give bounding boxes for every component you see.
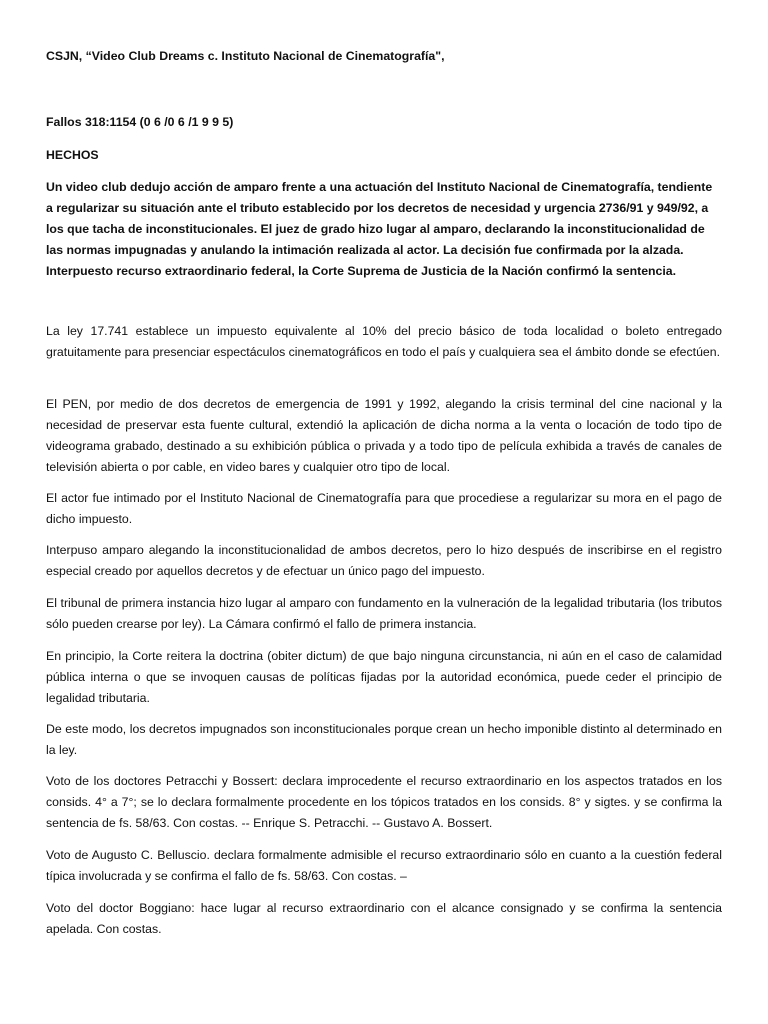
paragraph-actor-intimado: El actor fue intimado por el Instituto Nacional de Cinematografía para que procediese a regularizar su mora en el pago de dicho impuesto. — [46, 491, 722, 526]
paragraph-voto-boggiano: Voto del doctor Boggiano: hace lugar al recurso extraordinario con el alcance consignado y se confirma la sentencia apelada. Con costas. — [46, 901, 722, 936]
case-citation: Fallos 318:1154 (0 6 /0 6 /1 9 9 5) — [46, 115, 234, 129]
section-heading-hechos: HECHOS — [46, 148, 99, 162]
paragraph-ley-17741: La ley 17.741 establece un impuesto equivalente al 10% del precio básico de toda localidad o boleto entregado gratuitamente para presenciar espectáculos cinematográficos en todo el país y cualquiera sea el ámbito donde se efectúen. — [46, 324, 722, 359]
case-title: CSJN, “Video Club Dreams c. Instituto Nacional de Cinematografía", — [46, 49, 445, 63]
paragraph-pen-decretos: El PEN, por medio de dos decretos de emergencia de 1991 y 1992, alegando la crisis terminal del cine nacional y la necesidad de preservar esta fuente cultural, extendió la aplicación de dicha norma a la venta o locación de todo tipo de videograma grabado, destinado a su exhibición pública o privada y a todo tipo de película exhibida a través de canales de televisión abierta o por cable, en video bares y cualquier otro tipo de local. — [46, 397, 722, 474]
hechos-summary: Un video club dedujo acción de amparo frente a una actuación del Instituto Nacional de Cinematografía, tendiente a regularizar su situación ante el tributo establecido por los decretos de necesidad y urgencia 2736/91 y 949/92, a los que tacha de inconstitucionales. El juez de grado hizo lugar al amparo, declarando la inconstitucionalidad de las normas impugnadas y anulando la intimación realizada al actor. La decisión fue confirmada por la alzada. Interpuesto recurso extraordinario federal, la Corte Suprema de Justicia de la Nación confirmó la sentencia. — [46, 180, 713, 278]
paragraph-amparo: Interpuso amparo alegando la inconstitucionalidad de ambos decretos, pero lo hizo después de inscribirse en el registro especial creado por aquellos decretos y de efectuar un único pago del impuesto. — [46, 543, 722, 578]
paragraph-doctrina-corte: En principio, la Corte reitera la doctrina (obiter dictum) de que bajo ninguna circunstancia, ni aún en el caso de calamidad pública interna o que se invoquen causas de políticas fijadas por la autoridad económica, puede ceder el principio de legalidad tributaria. — [46, 649, 722, 705]
paragraph-inconstitucionales: De este modo, los decretos impugnados son inconstitucionales porque crean un hecho imponible distinto al determinado en la ley. — [46, 722, 722, 757]
paragraph-voto-petracchi-bossert: Voto de los doctores Petracchi y Bossert: declara improcedente el recurso extraordinario en los aspectos tratados en los consids. 4° a 7°; se lo declara formalmente procedente en los tópicos tratados en los consids. 8° y sigtes. y se confirma la sentencia de fs. 58/63. Con costas. -- Enrique S. Petracchi. -- Gustavo A. Bossert. — [46, 774, 722, 830]
paragraph-voto-belluscio: Voto de Augusto C. Belluscio. declara formalmente admisible el recurso extraordinario sólo en cuanto a la cuestión federal típica involucrada y se confirma el fallo de fs. 58/63. Con costas. – — [46, 848, 722, 883]
paragraph-primera-instancia: El tribunal de primera instancia hizo lugar al amparo con fundamento en la vulneración de la legalidad tributaria (los tributos sólo pueden crearse por ley). La Cámara confirmó el fallo de primera instancia. — [46, 596, 722, 631]
